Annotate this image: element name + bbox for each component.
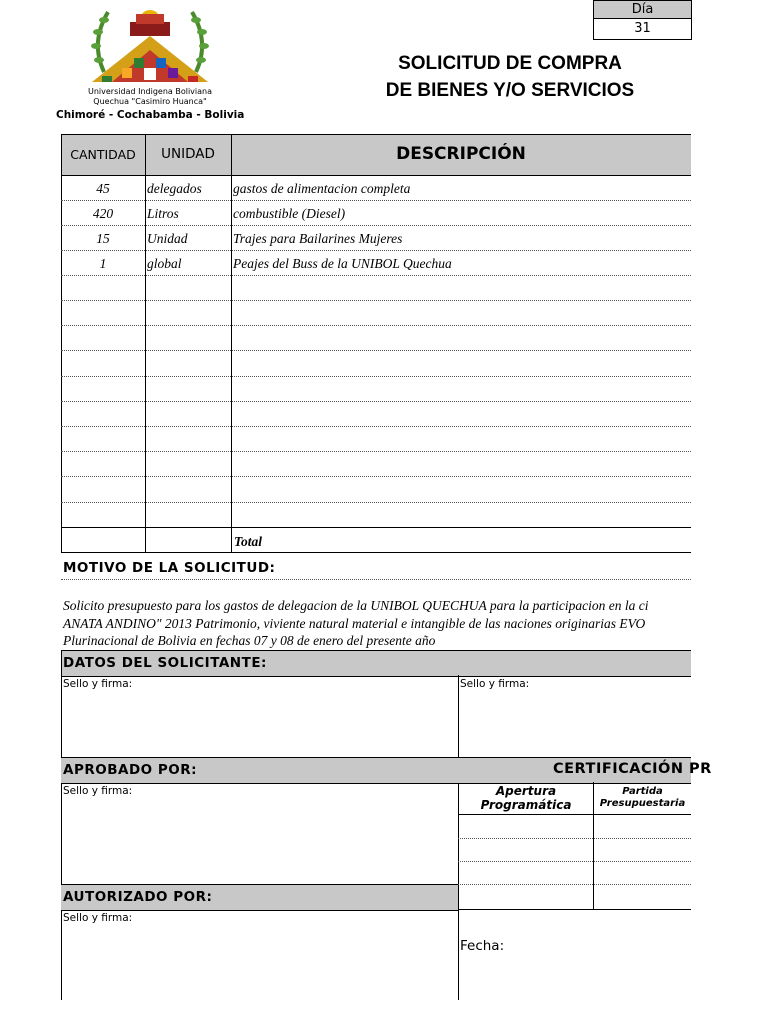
row-unit: Unidad bbox=[147, 231, 188, 246]
day-label-cell bbox=[593, 0, 692, 19]
motivo-line: ANATA ANDINO" 2013 Patrimonio, viviente natural material e intangible de las naciones originarias EVO bbox=[63, 615, 646, 631]
university-location: Chimoré - Cochabamba - Bolivia bbox=[56, 109, 245, 121]
university-logo bbox=[82, 2, 218, 86]
cert-col-partida: Partida Presupuestaria bbox=[599, 786, 686, 809]
aprobado-sello: Sello y firma: bbox=[63, 785, 133, 797]
row-desc: Trajes para Bailarines Mujeres bbox=[233, 231, 403, 246]
row-qty: 15 bbox=[96, 231, 110, 246]
solicitante-label: DATOS DEL SOLICITANTE: bbox=[63, 655, 267, 671]
motivo-line: Solicito presupuesto para los gastos de delegacion de la UNIBOL QUECHUA para la participacion en la ci bbox=[63, 598, 649, 613]
fecha-label: Fecha: bbox=[460, 938, 505, 954]
row-unit: Litros bbox=[147, 206, 179, 221]
row-desc: gastos de alimentacion completa bbox=[233, 181, 411, 196]
certificacion-label: CERTIFICACIÓN PR bbox=[553, 761, 712, 777]
university-name-line1: Universidad Indigena Boliviana bbox=[88, 87, 212, 96]
row-unit: global bbox=[147, 256, 182, 271]
solicitante-sello-right: Sello y firma: bbox=[460, 678, 530, 690]
header-unidad: UNIDAD bbox=[161, 146, 215, 162]
motivo-text bbox=[63, 597, 691, 650]
title-line2: DE BIENES Y/O SERVICIOS bbox=[385, 80, 635, 101]
university-name bbox=[66, 87, 234, 107]
row-qty: 420 bbox=[92, 206, 114, 221]
header-descripcion: DESCRIPCIÓN bbox=[396, 144, 526, 164]
row-unit: delegados bbox=[147, 181, 202, 196]
motivo-label: MOTIVO DE LA SOLICITUD: bbox=[63, 560, 276, 576]
autorizado-label: AUTORIZADO POR: bbox=[63, 889, 213, 905]
university-name-line2: Quechua "Casimiro Huanca" bbox=[93, 97, 207, 106]
row-qty: 45 bbox=[96, 181, 110, 196]
table-row bbox=[61, 177, 691, 201]
row-qty: 1 bbox=[99, 256, 107, 271]
day-label: Día bbox=[631, 2, 654, 17]
autorizado-sello: Sello y firma: bbox=[63, 912, 133, 924]
table-row bbox=[61, 227, 691, 251]
total-label: Total bbox=[234, 534, 263, 549]
table-row bbox=[61, 252, 691, 276]
row-desc: combustible (Diesel) bbox=[233, 206, 346, 221]
cert-col-apertura: Apertura Programática bbox=[480, 784, 572, 812]
header-cantidad: CANTIDAD bbox=[70, 147, 136, 162]
solicitante-sello-left: Sello y firma: bbox=[63, 678, 133, 690]
motivo-line: Plurinacional de Bolivia en fechas 07 y 08 de enero del presente año bbox=[63, 633, 436, 648]
row-desc: Peajes del Buss de la UNIBOL Quechua bbox=[233, 256, 452, 271]
aprobado-label: APROBADO POR: bbox=[63, 762, 197, 778]
title-line1: SOLICITUD DE COMPRA bbox=[398, 53, 622, 74]
day-value-cell[interactable] bbox=[593, 18, 692, 40]
day-value: 31 bbox=[634, 21, 651, 36]
table-row bbox=[61, 202, 691, 226]
page-title bbox=[340, 50, 680, 104]
